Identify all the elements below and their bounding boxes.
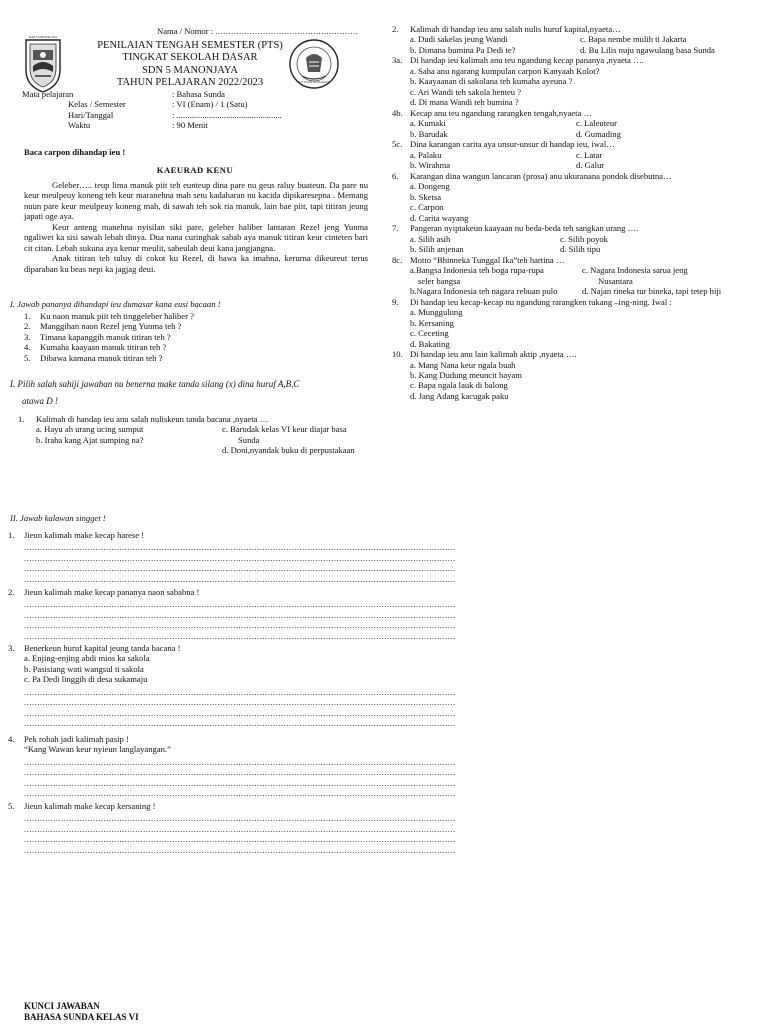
item-number: 3. (24, 331, 31, 342)
mc-question-1 (18, 414, 370, 456)
answer-line[interactable]: ................................................................................................................................................................... (24, 844, 456, 855)
question-number: 5. (8, 801, 15, 811)
subject-value: : Bahasa Sunda (172, 89, 225, 99)
item-text: Dibawa kamana manuk titiran teh ? (40, 352, 163, 363)
question-number: 8c. (392, 254, 403, 265)
option-c[interactable]: c. Ari Wandi teh sakola henteu ? (410, 86, 522, 97)
question-number: 1. (18, 414, 25, 424)
section-1-title: I. Jawab pananya dihandapi ieu dumasar kana eusi bacaan ! (10, 299, 221, 309)
answer-key-title: KUNCI JAWABAN (24, 1001, 100, 1011)
option-c-cont: Sunda (238, 434, 260, 445)
reading-text (24, 180, 368, 274)
option-b[interactable]: b. Barudak (410, 128, 448, 139)
question-number: 3. (8, 643, 15, 653)
answer-key-heading (24, 1001, 139, 1023)
option-c[interactable]: c. Ceceting (410, 328, 449, 339)
sentence-a: a. Enjing-enjing abdi mios ka sakola (24, 653, 150, 664)
question-number: 9. (392, 296, 399, 307)
option-a[interactable]: a. Saha anu ngarang kumpulan carpon Kanyaah Kolot? (410, 65, 600, 76)
mc-question-10 (392, 349, 764, 401)
list-item (24, 332, 194, 342)
item-number: 1. (24, 311, 31, 321)
option-c[interactable]: c. Latar (576, 149, 603, 160)
answer-line[interactable]: ................................................................................................................................................................... (24, 718, 456, 729)
question-number: 6. (392, 170, 399, 181)
mc-question-5 (392, 139, 764, 170)
district-logo-icon (22, 36, 64, 94)
option-d[interactable]: d. Gumading (576, 128, 621, 139)
name-dots: ...................................................... (215, 26, 359, 36)
answer-line[interactable]: ................................................................................................................................................................... (24, 609, 456, 620)
question-text: Di handap ieu kecap-kecap nu ngandung rarangken tukang –ing-ning. Iwal : (410, 296, 672, 307)
sentence-b: b. Pasisiang wati wangsul ti sakola (24, 663, 144, 674)
option-b[interactable]: b. Sketsa (410, 191, 442, 202)
question-text: Benerkeun huruf kapital jeung tanda bacana ! (24, 643, 181, 653)
list-item (24, 353, 194, 363)
answer-line[interactable]: ................................................................................................................................................................... (24, 777, 456, 788)
time-value: : 90 Menit (172, 120, 208, 131)
question-text: Pangeran nyiptakeun kaayaan nu beda-beda teh sangkan urang …. (410, 223, 639, 234)
option-b[interactable]: b. Silih anjenan (410, 244, 464, 255)
sentence-c: c. Pa Dedi linggih di desa sukamaju (24, 674, 148, 685)
question-text: Dina karangan carita aya unsur-unsur di handap ieu, iwal… (410, 139, 615, 150)
question-number: 4b. (392, 107, 403, 118)
option-a[interactable]: a. Dongeng (410, 181, 450, 192)
option-c[interactable]: c. Bapa nembe mulih ti Jakarta (580, 34, 687, 45)
option-c[interactable]: c. Bapa ngala lauk di balong (410, 380, 508, 391)
answer-line[interactable]: ................................................................................................................................................................... (24, 620, 456, 631)
question-number: 3a. (392, 55, 403, 66)
class-value: : VI (Enam) / 1 (Satu) (172, 99, 248, 110)
item-number: 2. (24, 321, 31, 332)
option-a[interactable]: a. Hayu ah urang ucing sumput (36, 424, 144, 435)
option-d[interactable]: d. Bu Lilis nuju ngawulang basa Sunda (580, 44, 715, 55)
school-level: TINGKAT SEKOLAH DASAR (122, 52, 258, 64)
item-text: Manggihan naon Rezel jeng Yunma teh ? (40, 321, 182, 332)
short-question-5 (8, 801, 456, 855)
answer-line[interactable]: ................................................................................................................................................................... (24, 756, 456, 767)
option-b[interactable]: b. Kersaning (410, 317, 454, 328)
answer-line[interactable]: ................................................................................................................................................................... (24, 813, 456, 824)
answer-line[interactable]: ................................................................................................................................................................... (24, 573, 456, 584)
time-label: Waktu (68, 120, 91, 131)
question-text: Karangan dina wangun lancaran (prosa) anu ukuranana pondok disebutna… (410, 170, 672, 181)
section-3-title: II. Jawab kalawan singget ! (10, 513, 106, 523)
district-logo-text: KAB TASIKMALAYA (28, 35, 58, 39)
option-b[interactable]: b. Iraha kang Ajat sumping na? (36, 434, 144, 445)
question-text: Kalimah di handap ieu anu salah nulis huruf kapital,nyaeta… (410, 24, 621, 34)
name-line (157, 26, 358, 36)
item-text: Ku naon manuk piit teh tinggeleber haliber ? (40, 311, 194, 321)
school-year: TAHUN PELAJARAN 2022/2023 (116, 76, 264, 88)
option-a[interactable]: a. Munggulung (410, 307, 463, 318)
class-label: Kelas / Semester (68, 99, 126, 110)
option-c[interactable]: c. Laleuteur (576, 118, 618, 129)
option-d[interactable]: d. Bakating (410, 338, 450, 349)
short-question-1 (8, 530, 456, 584)
mc-question-8 (392, 255, 764, 297)
section-2-title-cont: atawa D ! (22, 396, 58, 406)
list-item (24, 342, 194, 352)
option-a[interactable]: a. Mang Nana keur ngala buah (410, 359, 516, 370)
short-question-2 (8, 587, 456, 641)
quoted-sentence: “Kang Wawan keur nyieun langlayangan.” (24, 744, 171, 755)
question-number: 7. (392, 223, 399, 234)
question-number: 10. (392, 349, 403, 360)
answer-line[interactable]: ................................................................................................................................................................... (24, 630, 456, 641)
reading-paragraph-3: Anak titiran teh tuluy di cokot ku Rezel, di bawa ka imahna, kerurna dikeureut terus diparaban ku beas nepi ka jagjag deui. (24, 253, 368, 274)
option-a[interactable]: a. Palaku (410, 149, 442, 160)
question-text: Kecap anu teu ngandung rarangken tengah,nyaeta … (410, 107, 593, 118)
question-text: Jieun kalimah make kecap harese ! (24, 530, 145, 540)
answer-line[interactable]: ................................................................................................................................................................... (24, 552, 456, 563)
option-c[interactable]: c. Nagara Indonesia sarua jeng (582, 265, 688, 276)
answer-line[interactable]: ................................................................................................................................................................... (24, 788, 456, 799)
answer-line[interactable]: ................................................................................................................................................................... (24, 707, 456, 718)
option-a[interactable]: a. Silih asih (410, 233, 451, 244)
option-c[interactable]: c. Silih poyok (560, 233, 608, 244)
item-number: 5. (24, 352, 31, 363)
option-d[interactable]: d. Galur (576, 160, 605, 171)
answer-line[interactable]: ................................................................................................................................................................... (24, 834, 456, 845)
item-text: Timana kapanggih manuk titiran teh ? (40, 331, 171, 342)
option-c-cont: Nusantara (598, 275, 633, 286)
answer-line[interactable]: ................................................................................................................................................................... (24, 823, 456, 834)
answer-line[interactable]: ................................................................................................................................................................... (24, 599, 456, 610)
mc-question-6 (392, 171, 764, 223)
mc-question-7 (392, 223, 764, 254)
option-a[interactable]: a.Bangsa Indonesia teh boga rupa-rupa (410, 265, 544, 276)
short-question-4 (8, 734, 456, 799)
tut-wuri-logo-icon (288, 38, 340, 90)
option-b[interactable]: b. Kaayaanan di sakolana teh kumaha ayeuna ? (410, 76, 573, 87)
question-text: Jieun kalimah make kecap kersaning ! (24, 801, 156, 811)
question-number: 5c. (392, 139, 403, 150)
list-item (24, 321, 194, 331)
section-2-title: I. Pilih salah sahiji jawaban nu benerna make tanda silang (x) dina huruf A,B,C (10, 379, 300, 389)
option-d[interactable]: d. Silih tipu (560, 244, 601, 255)
right-column (392, 24, 764, 401)
option-d[interactable]: d. Jang Adang kacugak paku (410, 390, 509, 401)
reading-instruction: Baca carpon dihandap ieu ! (24, 147, 126, 157)
option-d[interactable]: d. Doni,nyandak buku di perpustakaan (222, 445, 355, 456)
option-d[interactable]: d. Di mana Wandi teh bumina ? (410, 97, 519, 108)
list-item (24, 311, 194, 321)
answer-line[interactable]: ................................................................................................................................................................... (24, 563, 456, 574)
answer-line[interactable]: ................................................................................................................................................................... (24, 686, 456, 697)
option-a[interactable]: a. Dudi sakelas jeung Wandi (410, 34, 508, 45)
mc-question-3 (392, 55, 764, 107)
question-text: Di handap ieu anu lain kalimah aktip ,nyaeta …. (410, 349, 577, 360)
reading-paragraph-2: Keur anteng manehna nyisilan siki pare, geleber haliber lantaran Rezel jeng Yunma ngaliwet ka sisi sawah lebah dinya. Dua nana curinghak sabab aya manuk titiran keur cinteten bari cit citan. Lebah sukuna aya kenur meulit, sabeulah deui kana jangjangna. (24, 221, 368, 253)
option-b[interactable]: b. Wirahma (410, 160, 451, 171)
mc-question-2 (392, 24, 764, 55)
answer-line[interactable]: ................................................................................................................................................................... (24, 542, 456, 553)
mc-question-9 (392, 297, 764, 349)
question-text: Motto “Bhinneka Tunggal Ika”teh hartina … (410, 254, 565, 265)
question-text: Di handap ieu kalimah anu teu ngandung kecap pananya ,nyaeta …. (410, 55, 644, 66)
exam-title: PENILAIAN TENGAH SEMESTER (PTS) (97, 40, 283, 51)
day-label: Hari/Tanggal (68, 109, 114, 120)
option-b[interactable]: b. Kang Dudung meuncit hayam (410, 369, 522, 380)
answer-line[interactable]: ................................................................................................................................................................... (24, 697, 456, 708)
school-name: SDN 5 MANONJAYA (142, 64, 238, 76)
question-text: Pek robah jadi kalimah pasip ! (24, 734, 129, 744)
answer-key-subtitle: BAHASA SUNDA KELAS VI (24, 1011, 139, 1022)
question-number: 1. (8, 530, 15, 540)
tut-wuri-logo-text: TUT WURI HANDAYANI (297, 80, 331, 84)
question-text: Kalimah di handap ieu anu salah nuliskeun tanda bacana ,nyaeta … (36, 414, 269, 424)
option-b[interactable]: b. Dimana bumina Pa Dedi te? (410, 44, 516, 55)
section-1-list (24, 311, 194, 363)
info-block (22, 89, 282, 131)
option-d[interactable]: d. Najan rineka tur bineka, tapi tetep hiji (582, 286, 722, 297)
mc-question-4 (392, 108, 764, 139)
option-d[interactable]: d. Carita wayang (410, 212, 469, 223)
day-value: : ................................................. (172, 109, 282, 120)
option-b[interactable]: b.Nagara Indonesia teh nagara rebuan pulo (410, 286, 558, 297)
item-text: Kumaha kaayaan manuk titiran teh ? (40, 342, 167, 353)
subject-label: Mata pelajaran (22, 89, 74, 99)
option-a-cont: seler bangsa (418, 275, 461, 286)
name-label: Nama / Nomor : (157, 26, 216, 36)
question-number: 2. (392, 24, 399, 34)
option-c[interactable]: c. Barudak kelas VI keur diajar basa (222, 424, 347, 435)
reading-paragraph-1: Geleber….. teup lima manuk piit teh eunteup dina pare nu geus raluy buateun. Da pare nu keur meulpeuy koneng teh keur maranehna mah setu kadaharan nu kacida dipikaresepna . Memang nuun pare keur meulpeuy koneng mah, di sawah teh sok ria manuk, lain bae piit, tapi titiran jeung japati oge aya. (24, 180, 368, 222)
short-question-3 (8, 643, 456, 729)
exam-title-block (70, 40, 310, 89)
answer-line[interactable]: ................................................................................................................................................................... (24, 767, 456, 778)
question-number: 2. (8, 587, 15, 597)
option-a[interactable]: a. Kumaki (410, 118, 446, 129)
option-c[interactable]: c. Carpon (410, 202, 444, 213)
reading-title: KAEURAD KENU (156, 165, 234, 175)
item-number: 4. (24, 342, 31, 353)
question-text: Jieun kalimah make kecap pananya naon sababna ! (24, 587, 200, 597)
question-number: 4. (8, 734, 15, 744)
